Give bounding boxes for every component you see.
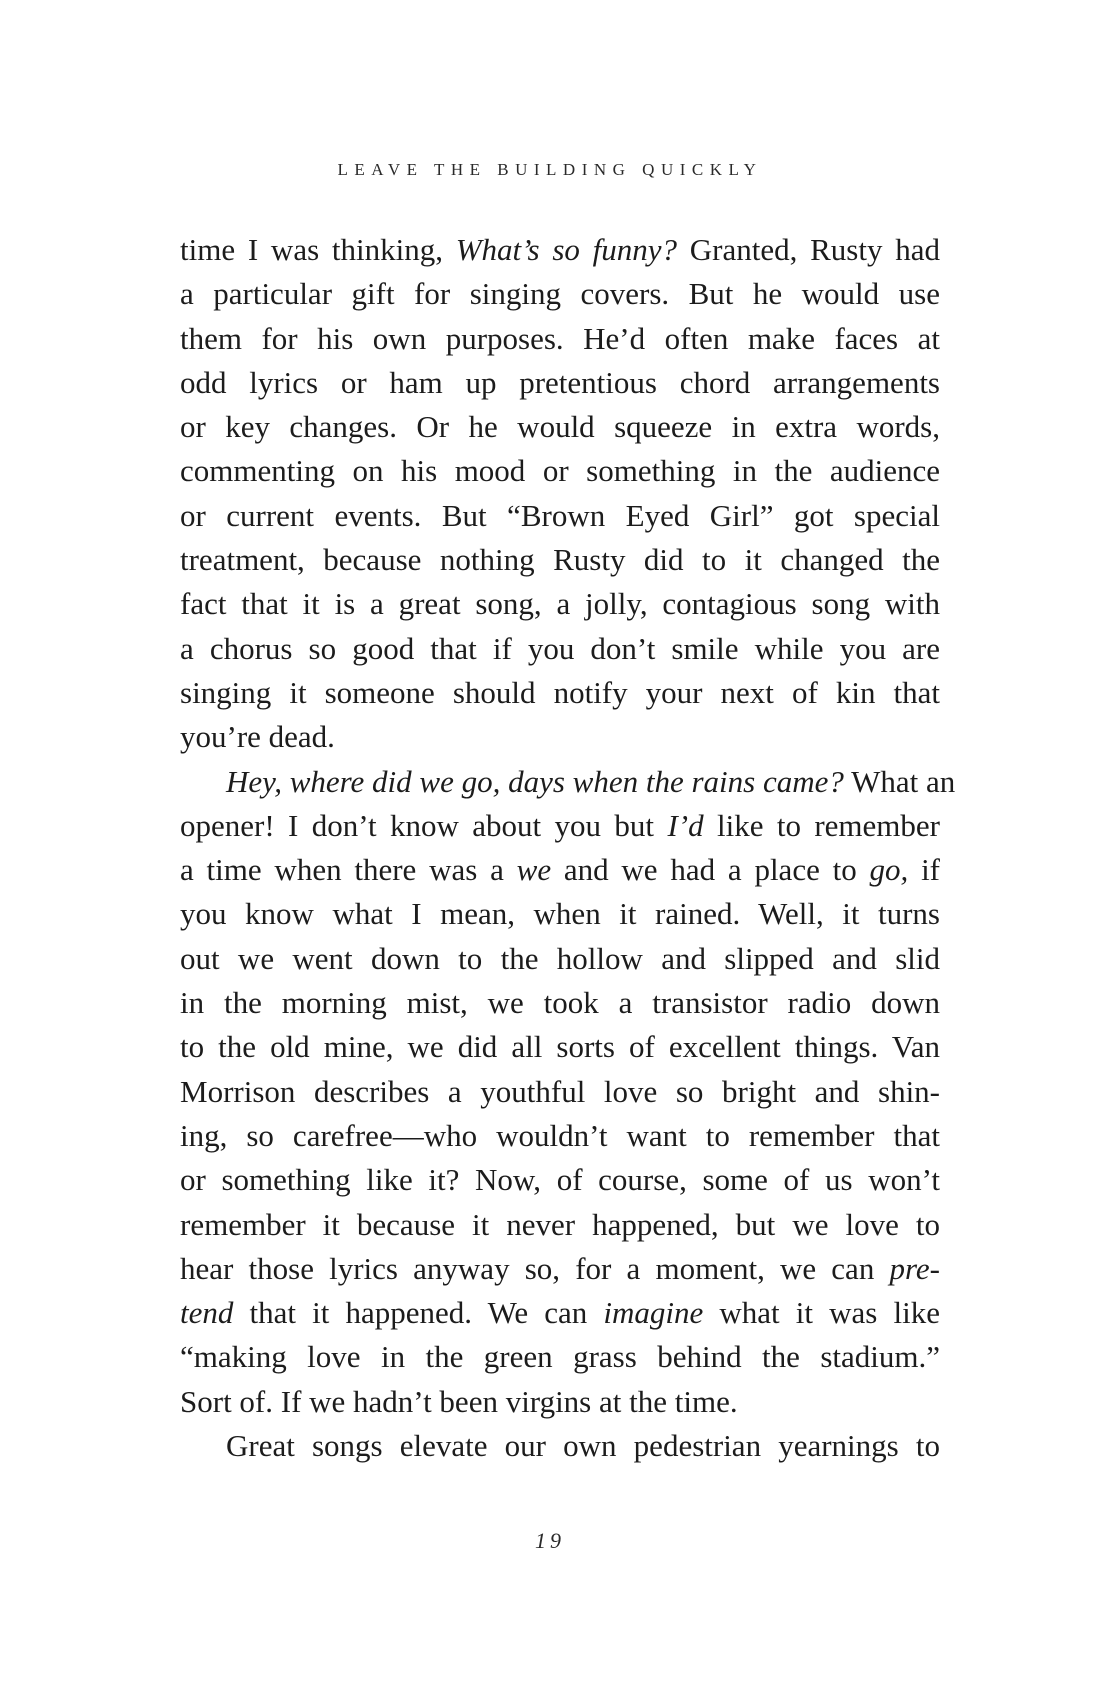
text-run: hear those lyrics anyway so, for a moment, we can [180, 1250, 890, 1286]
italic-text: pre- [889, 1250, 940, 1286]
text-run: if [908, 852, 941, 888]
text-run: What an [843, 763, 956, 799]
text-run: out we went down to the hollow and slipped and slid [180, 940, 940, 976]
text-line [180, 1247, 940, 1291]
text-line [180, 1025, 940, 1069]
text-line [180, 272, 940, 316]
italic-text: imagine [603, 1295, 704, 1331]
text-run: fact that it is a great song, a jolly, contagious song with [180, 586, 940, 622]
italic-text: go, [869, 852, 909, 888]
text-run: a particular gift for singing covers. But he would use [180, 276, 940, 312]
text-line [180, 1291, 940, 1335]
text-line [180, 804, 940, 848]
text-run: that it happened. We can [233, 1295, 604, 1331]
italic-text: What’s so funny? [455, 232, 678, 267]
text-run: singing it someone should notify your next of kin that [180, 674, 940, 710]
text-run: to the old mine, we did all sorts of excellent things. Van [180, 1029, 940, 1065]
text-line [180, 892, 940, 936]
text-run: odd lyrics or ham up pretentious chord arrangements [180, 364, 940, 400]
text-run: in the morning mist, we took a transistor radio down [180, 985, 940, 1021]
text-line [180, 1424, 940, 1468]
italic-text: I’d [667, 807, 704, 843]
text-run: or current events. But “Brown Eyed Girl” got special [180, 497, 940, 533]
paragraph [180, 228, 940, 760]
text-line [180, 627, 940, 671]
text-line [180, 981, 940, 1025]
text-run: Granted, Rusty had [677, 232, 940, 267]
text-run: like to remember [703, 807, 940, 843]
italic-text: we [516, 852, 552, 888]
text-run: treatment, because nothing Rusty did to it changed the [180, 542, 940, 578]
body-text [180, 228, 956, 1468]
text-run: Morrison describes a youthful love so bright and shin- [180, 1073, 940, 1109]
text-run: or something like it? Now, of course, some of us won’t [180, 1162, 940, 1198]
text-run: and we had a place to [551, 852, 870, 888]
text-run: ing, so carefree—who wouldn’t want to remember that [180, 1117, 940, 1153]
text-run: time I was thinking, [180, 232, 456, 267]
text-run: Sort of. If we hadn’t been virgins at the time. [180, 1383, 738, 1419]
running-head: LEAVE THE BUILDING QUICKLY [337, 160, 763, 179]
text-run: what it was like [703, 1295, 940, 1331]
text-run: you know what I mean, when it rained. Well, it turns [180, 896, 940, 932]
text-run: opener! I don’t know about you but [180, 807, 668, 843]
text-run: “making love in the green grass behind the stadium.” [180, 1339, 940, 1375]
text-line [180, 538, 940, 582]
italic-text: Hey, where did we go, days when the rains came? [226, 763, 844, 799]
text-line [180, 671, 940, 715]
text-run: them for his own purposes. He’d often make faces at [180, 320, 940, 356]
text-line [180, 582, 940, 626]
paragraph [180, 760, 956, 1424]
text-line [180, 228, 940, 272]
paragraph [180, 1424, 940, 1468]
text-line [180, 848, 940, 892]
text-run: a time when there was a [180, 852, 517, 888]
text-line [180, 1380, 940, 1424]
text-line [180, 1070, 940, 1114]
text-run: or key changes. Or he would squeeze in extra words, [180, 409, 940, 445]
text-line [180, 1158, 940, 1202]
text-line [180, 937, 940, 981]
text-line [180, 1114, 940, 1158]
text-run: you’re dead. [180, 719, 335, 755]
text-line [180, 449, 940, 493]
text-line [180, 1335, 940, 1379]
text-line [180, 361, 940, 405]
page-number: 19 [535, 1528, 565, 1553]
text-line [180, 494, 940, 538]
text-line [180, 317, 940, 361]
text-line [180, 1203, 940, 1247]
text-line [180, 760, 956, 804]
text-run: commenting on his mood or something in the audience [180, 453, 940, 489]
text-run: remember it because it never happened, but we love to [180, 1206, 940, 1242]
text-run: a chorus so good that if you don’t smile while you are [180, 630, 940, 666]
text-line [180, 715, 940, 759]
text-line [180, 405, 940, 449]
text-run: Great songs elevate our own pedestrian yearnings to [226, 1428, 940, 1464]
italic-text: tend [180, 1295, 234, 1331]
